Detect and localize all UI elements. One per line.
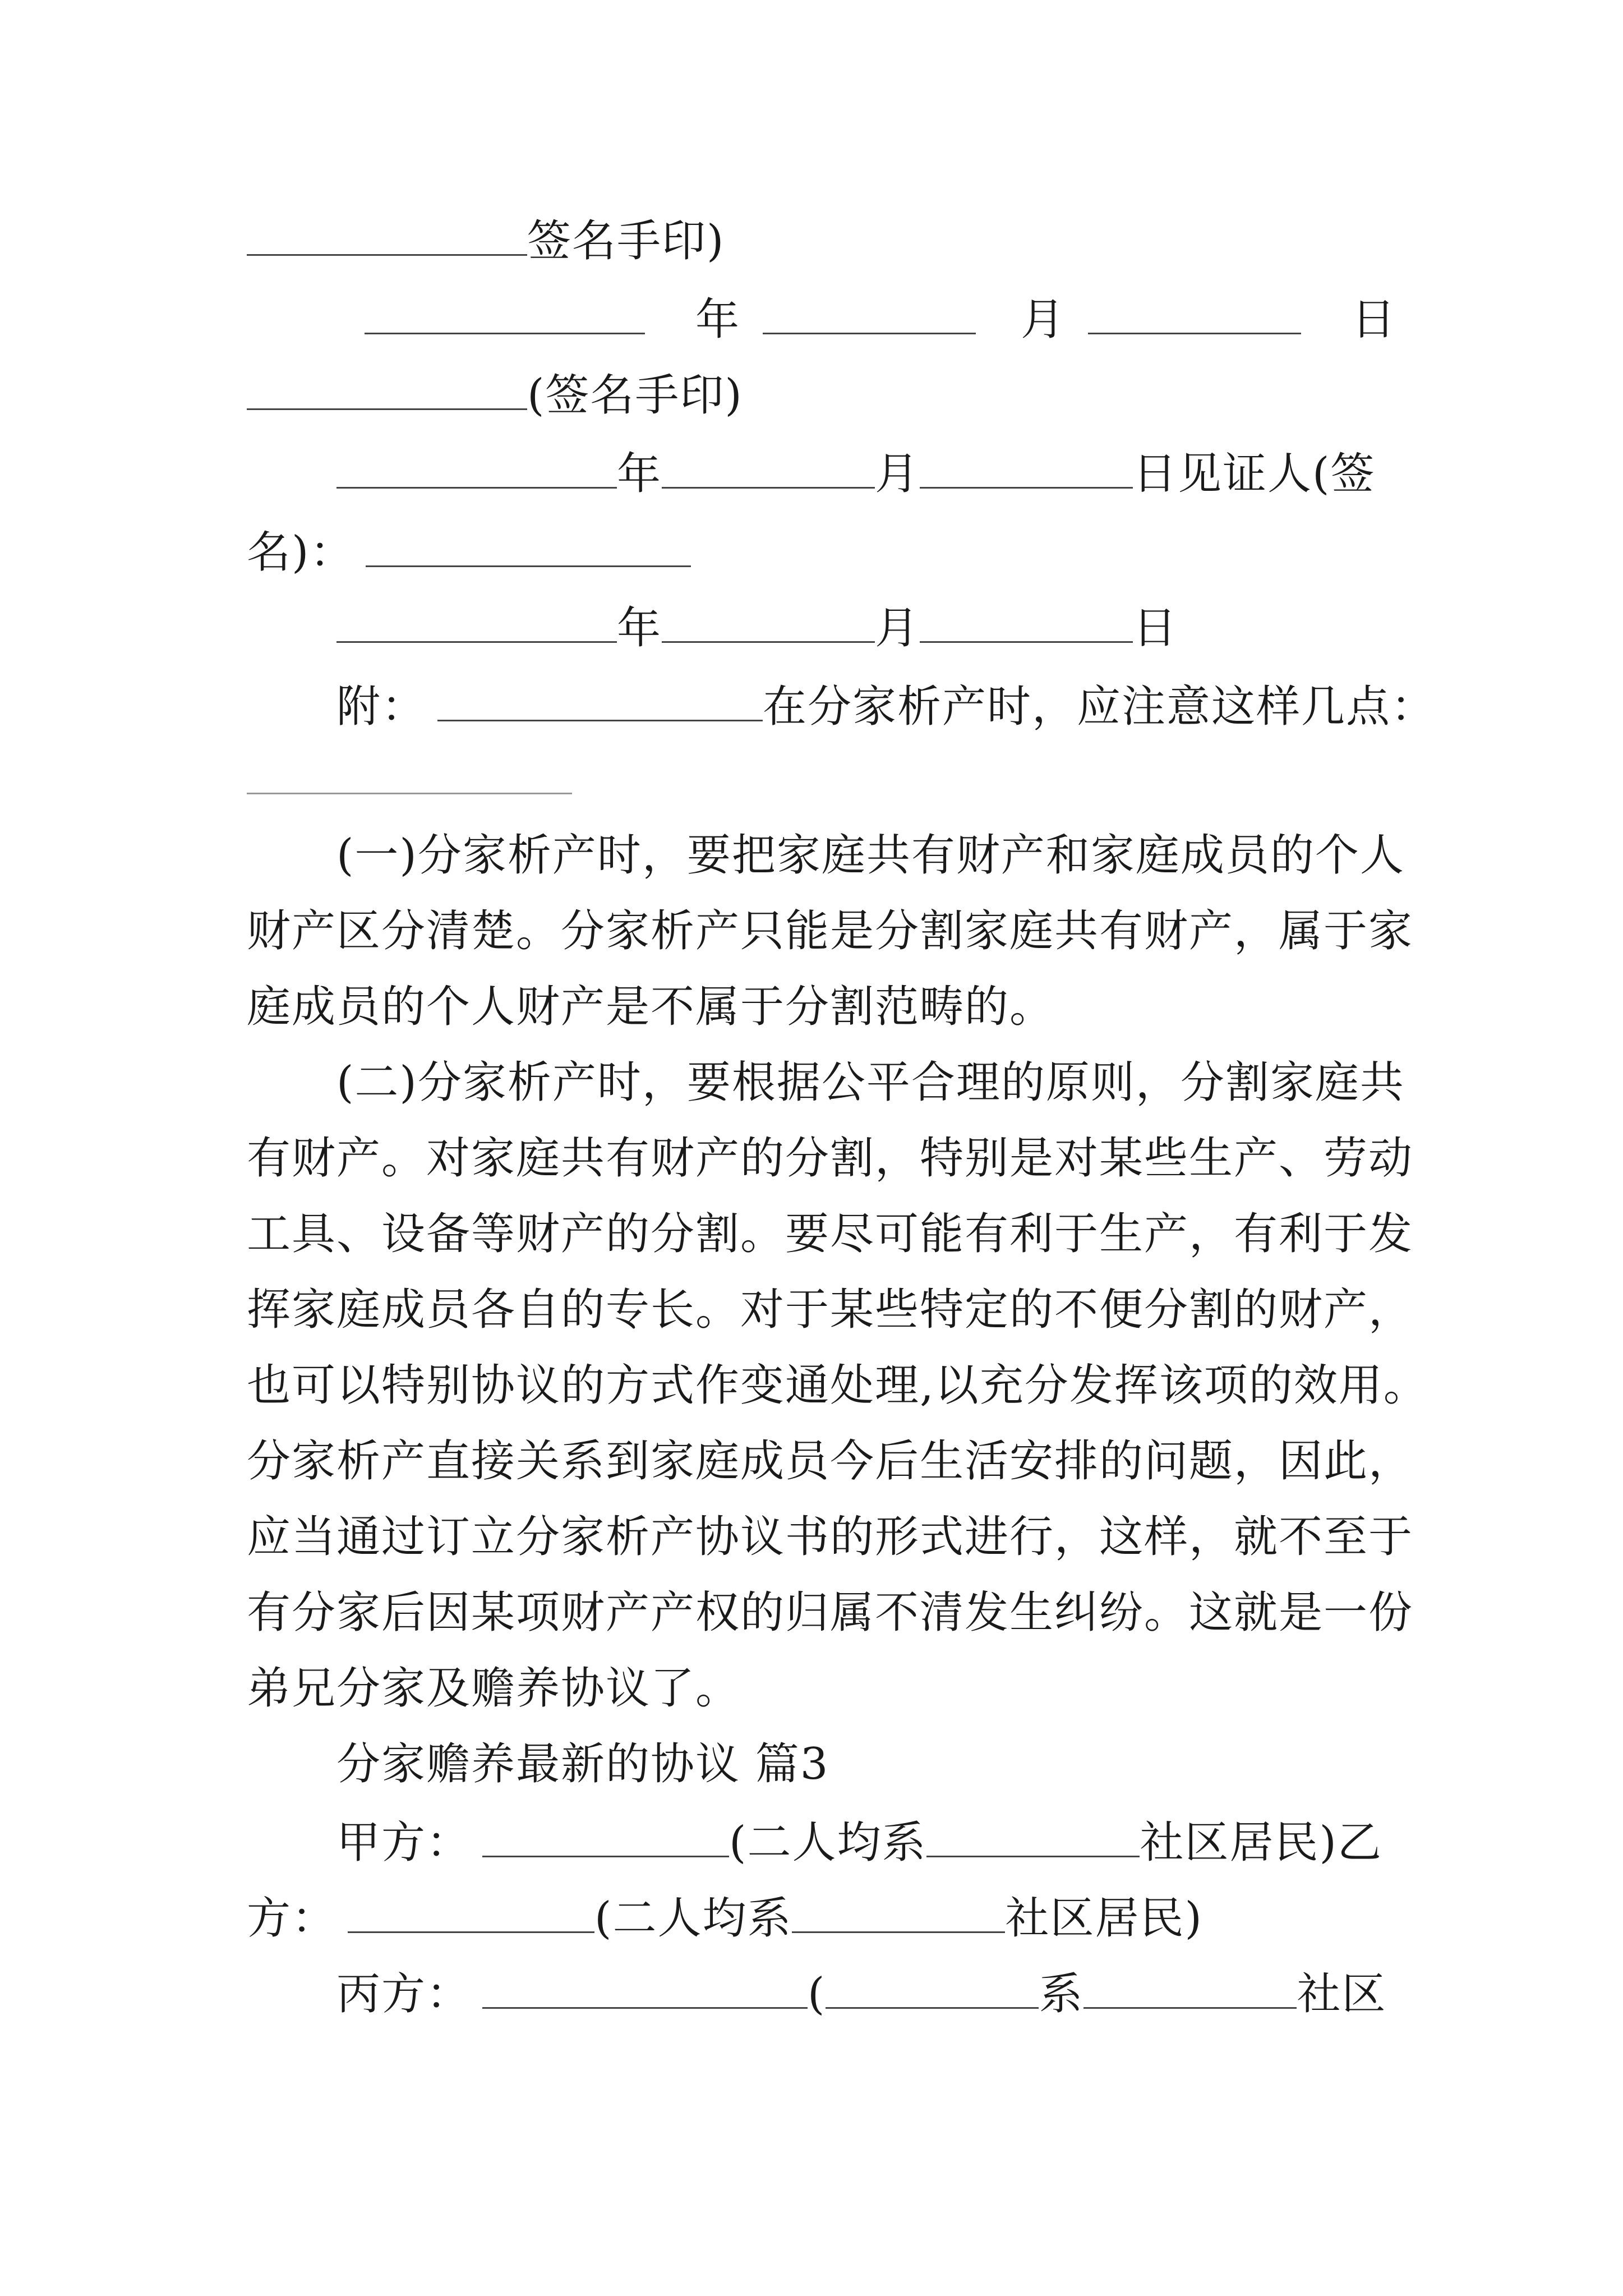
party-b-name-blank — [348, 1892, 594, 1933]
party-c-name-blank — [482, 1968, 808, 2009]
party-a-tail: 社区居民)乙 — [1140, 1818, 1382, 1868]
party-b-label: 方： — [247, 1893, 337, 1944]
appendix-blank-2 — [247, 753, 572, 794]
paragraph-2-line-3: 工具、设备等财产的分割。要尽可能有利于生产，有利于发 — [247, 1209, 1414, 1259]
witness-blank — [366, 526, 691, 567]
month-label: 月 — [875, 603, 920, 654]
day-blank — [920, 448, 1133, 489]
month-blank — [662, 448, 875, 489]
party-b-community-blank — [792, 1892, 1005, 1933]
day-blank — [920, 602, 1133, 643]
paragraph-2-line-7: 应当通过订立分家析产协议书的形式进行，这样，就不至于 — [247, 1512, 1414, 1562]
day-label: 日 — [1352, 295, 1397, 345]
month-label: 月 — [1021, 295, 1066, 345]
party-b-desc: (二人均系 — [594, 1893, 792, 1944]
appendix-line — [247, 673, 1436, 740]
party-b-line — [247, 1885, 1391, 1952]
paragraph-2-line-9: 弟兄分家及赡养协议了。 — [247, 1663, 741, 1714]
party-c-label: 丙方： — [336, 1969, 472, 2019]
paragraph-2-line-1: (二)分家析产时，要根据公平合理的原则，分割家庭共 — [336, 1057, 1405, 1108]
year-label: 年 — [617, 603, 662, 654]
signature-line-2 — [247, 362, 1391, 429]
year-label: 年 — [617, 449, 662, 499]
day-label: 日 — [1133, 603, 1178, 654]
paragraph-2-line-5: 也可以特别协议的方式作变通处理,以充分发挥该项的效用。 — [247, 1360, 1428, 1411]
year-blank — [365, 293, 645, 334]
signature-line-1 — [247, 208, 1391, 275]
paragraph-2-line-4: 挥家庭成员各自的专长。对于某些特定的不便分割的财产， — [247, 1285, 1414, 1335]
party-c-line — [247, 1961, 1391, 2028]
party-c-community-blank — [1083, 1968, 1297, 2009]
signature-blank — [247, 215, 527, 256]
day-blank — [1088, 293, 1301, 334]
party-c-paren: ( — [808, 1969, 826, 2019]
witness-sign-line — [247, 519, 1391, 586]
party-a-name-blank — [482, 1816, 729, 1857]
month-blank — [662, 602, 875, 643]
day-witness-label: 日见证人(签 — [1133, 449, 1376, 499]
paragraph-2-line-2: 有财产。对家庭共有财产的分割，特别是对某些生产、劳动 — [247, 1133, 1414, 1184]
paragraph-1-line-1: (一)分家析产时，要把家庭共有财产和家庭成员的个人 — [336, 830, 1405, 881]
paragraph-2-line-6: 分家析产直接关系到家庭成员今后生活安排的问题，因此， — [247, 1436, 1414, 1487]
party-a-desc: (二人均系 — [729, 1818, 927, 1868]
year-blank — [336, 602, 617, 643]
appendix-blank — [437, 680, 763, 721]
date-witness-line — [247, 440, 1391, 508]
paragraph-1-line-2: 财产区分清楚。分家析产只能是分割家庭共有财产，属于家 — [247, 906, 1414, 956]
appendix-text: 在分家析产时，应注意这样几点： — [763, 682, 1436, 732]
party-b-tail: 社区居民) — [1005, 1893, 1203, 1944]
party-a-line — [247, 1809, 1391, 1876]
month-blank — [763, 293, 976, 334]
paragraph-2-line-8: 有分家后因某项财产产权的归属不清发生纠纷。这就是一份 — [247, 1588, 1414, 1638]
party-c-tail: 社区 — [1297, 1969, 1387, 2019]
signature-label: (签名手印) — [527, 370, 743, 421]
signature-blank — [247, 369, 527, 410]
date-line-2 — [247, 595, 1391, 662]
party-a-label: 甲方： — [336, 1818, 472, 1868]
witness-sign-label: 名)： — [247, 527, 355, 578]
section-heading: 分家赡养最新的协议 篇3 — [336, 1739, 829, 1789]
party-c-xi: 系 — [1039, 1969, 1084, 2019]
month-label: 月 — [875, 449, 920, 499]
party-c-relation-blank — [826, 1968, 1039, 2009]
appendix-label: 附： — [336, 682, 427, 732]
year-label: 年 — [695, 295, 741, 345]
party-a-community-blank — [926, 1816, 1140, 1857]
date-line-1 — [247, 286, 1397, 353]
appendix-blank-line — [247, 746, 1391, 813]
paragraph-1-line-3: 庭成员的个人财产是不属于分割范畴的。 — [247, 982, 1055, 1032]
signature-label: 签名手印) — [527, 216, 725, 266]
year-blank — [336, 448, 617, 489]
